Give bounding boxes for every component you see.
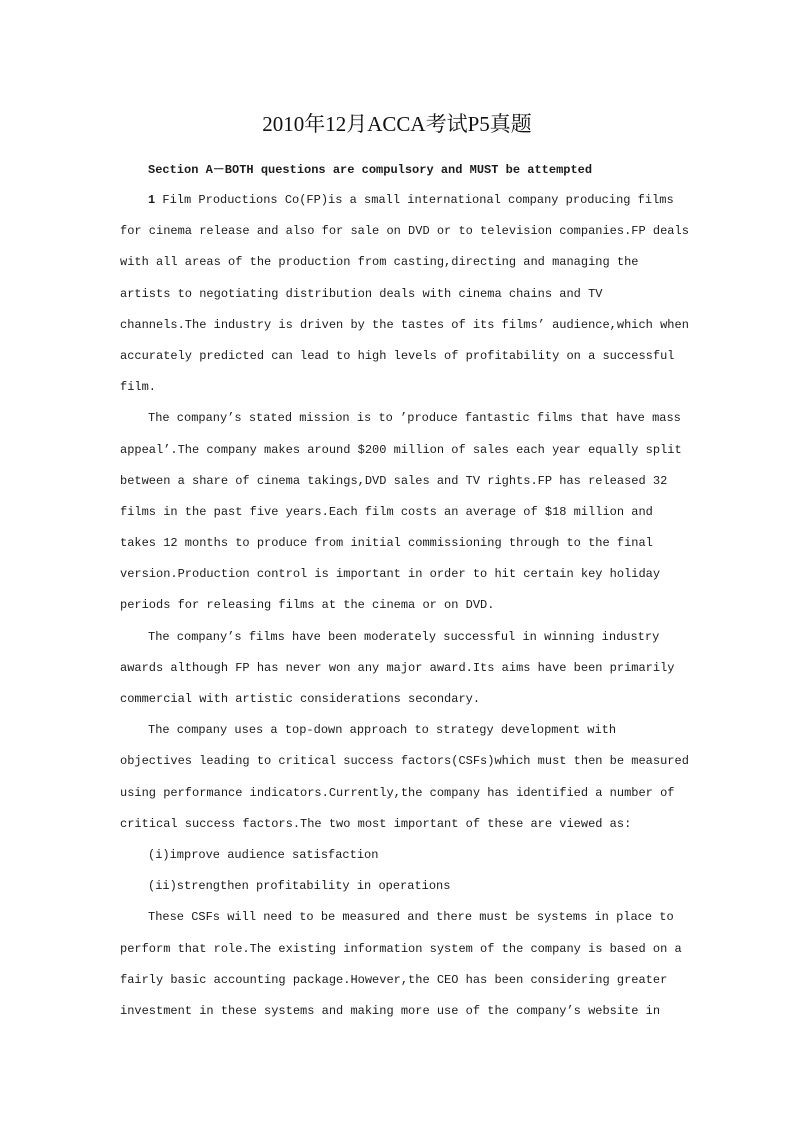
text-line: channels.The industry is driven by the tastes of its films’ audience,which when <box>120 317 689 332</box>
text-line: The company uses a top-down approach to strategy development with <box>148 723 617 738</box>
text-line: for cinema release and also for sale on DVD or to television companies.FP deals <box>120 224 689 239</box>
text-line: version.Production control is important in order to hit certain key holiday <box>120 567 661 582</box>
text-line: accurately predicted can lead to high levels of profitability on a successful <box>120 348 675 363</box>
question-number: 1 <box>148 193 156 207</box>
text-line: film. <box>120 380 157 395</box>
text-line: awards although FP has never won any major award.Its aims have been primarily <box>120 660 675 675</box>
text-line: The company’s films have been moderately successful in winning industry <box>148 629 660 644</box>
list-item: (i)improve audience satisfaction <box>148 847 379 862</box>
text-line: objectives leading to critical success factors(CSFs)which must then be measured <box>120 754 689 769</box>
text-line: fairly basic accounting package.However,the CEO has been considering greater <box>120 972 668 987</box>
text-line: between a share of cinema takings,DVD sales and TV rights.FP has released 32 <box>120 473 668 488</box>
text-line <box>120 190 680 221</box>
text-line: appeal’.The company makes around $200 million of sales each year equally split <box>120 442 682 457</box>
text-line: perform that role.The existing information system of the company is based on a <box>120 941 682 956</box>
text-line: critical success factors.The two most important of these are viewed as: <box>120 816 632 831</box>
text-line: films in the past five years.Each film costs an average of $18 million and <box>120 504 653 519</box>
section-heading: Section A－BOTH questions are compulsory and MUST be attempted <box>148 163 593 177</box>
page-title: 2010年12月ACCA考试P5真题 <box>262 112 532 136</box>
text-line: commercial with artistic considerations secondary. <box>120 692 481 706</box>
list-item: (ii)strengthen profitability in operations <box>148 879 451 894</box>
text-line: The company’s stated mission is to ’produce fantastic films that have mass <box>148 411 681 426</box>
text-line: These CSFs will need to be measured and there must be systems in place to <box>148 910 674 925</box>
text-line: periods for releasing films at the cinema or on DVD. <box>120 598 495 613</box>
question-body <box>120 190 689 1032</box>
text-line: takes 12 months to produce from initial commissioning through to the final <box>120 536 653 551</box>
text-line: with all areas of the production from casting,directing and managing the <box>120 255 639 270</box>
text-line: using performance indicators.Currently,the company has identified a number of <box>120 785 675 800</box>
text-line: artists to negotiating distribution deals with cinema chains and TV <box>120 286 603 301</box>
text-line: investment in these systems and making more use of the company’s website in <box>120 1003 661 1018</box>
line-text: Film Productions Co(FP)is a small international company producing films <box>155 193 674 207</box>
